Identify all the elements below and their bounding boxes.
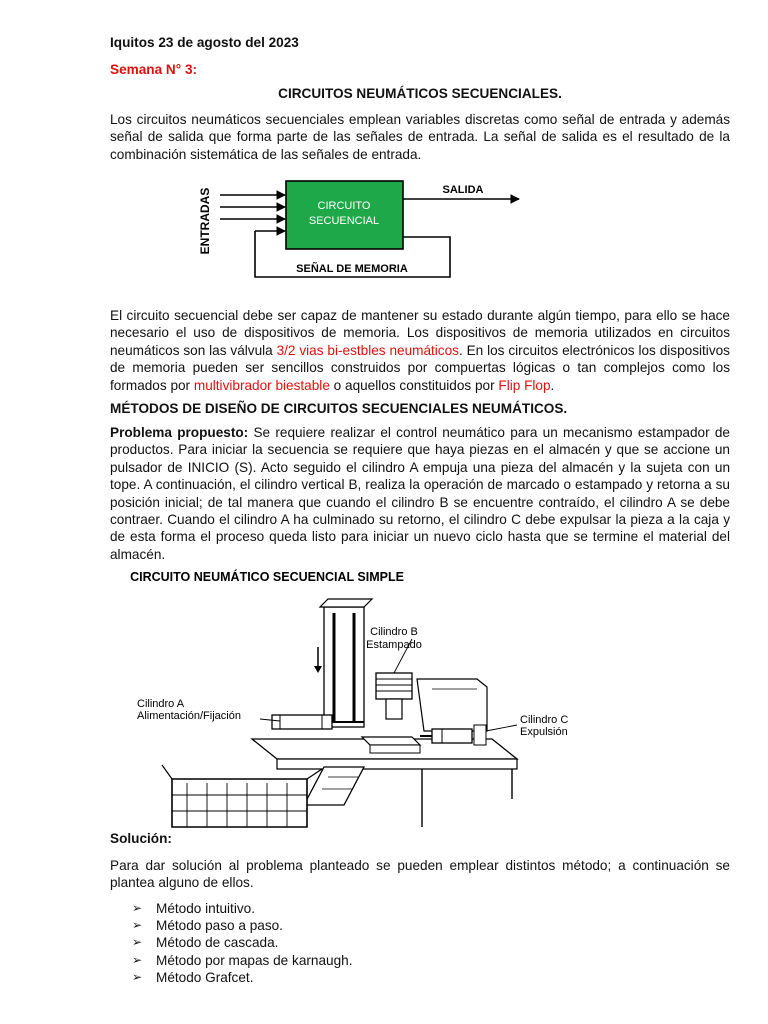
list-item: ➢ Método paso a paso. <box>132 918 283 934</box>
solution-paragraph: Para dar solución al problema planteado se pueden emplear distintos método; a continuación se plantea alguno de ellos. <box>110 858 730 891</box>
memory-paragraph <box>110 307 730 394</box>
memory-text-4: . <box>550 377 555 393</box>
problem-text: Se requiere realizar el control neumático para un mecanismo estampador de productos. Para iniciar la secuencia se requiere que haya piezas en el almacén y que se accione un pulsador de INICIO (S). Acto seguido el cilindro A empuja una pieza del almacén y la sujeta con un tope. A continuación, el cilindro vertical B, realiza la operación de marcado o estampado y retorna a su posición inicial; de tal manera que cuando el cilindro B se encuentre contraído, el cilindro A se debe contraer. Cuando el cilindro A ha culminado su retorno, el cilindro C debe expulsar la pieza a la caja y de esta forma el proceso queda listo para iniciar un nuevo ciclo hasta que se termine el material del almacén. <box>110 425 730 562</box>
cylinder-b <box>376 673 412 699</box>
week-label: Semana N° 3: <box>110 62 198 77</box>
document-title: CIRCUITOS NEUMÁTICOS SECUENCIALES. <box>278 86 562 101</box>
block-label-line2: SECUENCIAL <box>308 215 380 227</box>
multivibrator-term: multivibrador biestable <box>193 377 330 393</box>
list-item: ➢ Método Grafcet. <box>132 969 254 985</box>
arrow-bullet-icon: ➢ <box>132 918 143 933</box>
solution-heading: Solución: <box>110 831 172 846</box>
methods-list <box>132 900 352 986</box>
cylinder-c-label-2: Expulsión <box>520 726 568 738</box>
cylinder-c <box>432 729 472 743</box>
intro-paragraph: Los circuitos neumáticos secuenciales emplean variables discretas como señal de entrada y además señal de salida que forma parte de las señales de entrada. La señal de salida es el resultado de la combinación sistemática de las señales de entrada. <box>110 112 730 162</box>
arrow-bullet-icon: ➢ <box>132 969 143 984</box>
block-label-line1: CIRCUITO <box>317 200 371 212</box>
cylinder-b-label-1: Cilindro B <box>370 626 418 638</box>
document-date: Iquitos 23 de agosto del 2023 <box>110 35 299 50</box>
cylinder-a <box>272 715 332 729</box>
valve-term: 3/2 vias bi-estbles neumáticos <box>276 342 459 358</box>
memory-text-3: o aquellos constituidos por <box>329 377 499 393</box>
memory-text-1: El circuito secuencial debe ser capaz de mantener su estado durante algún tiempo, para ello se hace necesario el uso de dispositivos de memoria. Los dispositivos de memoria utilizados en circuitos neumáticos son las válvula <box>110 308 730 358</box>
figure-title: CIRCUITO NEUMÁTICO SECUENCIAL SIMPLE <box>130 570 404 584</box>
cylinder-b-label-2: Estampado <box>366 639 422 651</box>
arrow-bullet-icon: ➢ <box>132 935 143 950</box>
workpiece <box>362 737 420 745</box>
cylinder-a-label-1: Cilindro A <box>137 698 185 710</box>
list-item: ➢ Método por mapas de karnaugh. <box>132 952 353 968</box>
inputs-label: ENTRADAS <box>198 187 212 255</box>
arrow-bullet-icon: ➢ <box>132 952 143 967</box>
list-item: ➢ Método intuitivo. <box>132 901 255 916</box>
output-label: SALIDA <box>442 184 484 196</box>
cylinder-a-label-2: Alimentación/Fijación <box>137 710 241 722</box>
list-item: ➢ Método de cascada. <box>132 935 279 951</box>
arrow-bullet-icon: ➢ <box>132 901 143 915</box>
methods-heading: MÉTODOS DE DISEÑO DE CIRCUITOS SECUENCIALES NEUMÁTICOS. <box>110 401 568 416</box>
memory-text-2: . En los circuitos electrónicos los dispositivos de memoria pueden ser sencillos construidos por compuertas lógicas o tan complejos como los formados por <box>110 342 730 393</box>
feedback-label: SEÑAL DE MEMORIA <box>296 263 408 275</box>
machine-column <box>324 607 364 727</box>
flipflop-term: Flip Flop <box>498 377 551 393</box>
problem-paragraph <box>110 424 730 563</box>
cylinder-c-label-1: Cilindro C <box>520 714 569 726</box>
sequential-circuit-diagram <box>195 181 525 281</box>
stamping-machine-figure <box>130 569 569 829</box>
problem-label: Problema propuesto: <box>110 425 249 440</box>
ejection-chute <box>304 767 364 805</box>
